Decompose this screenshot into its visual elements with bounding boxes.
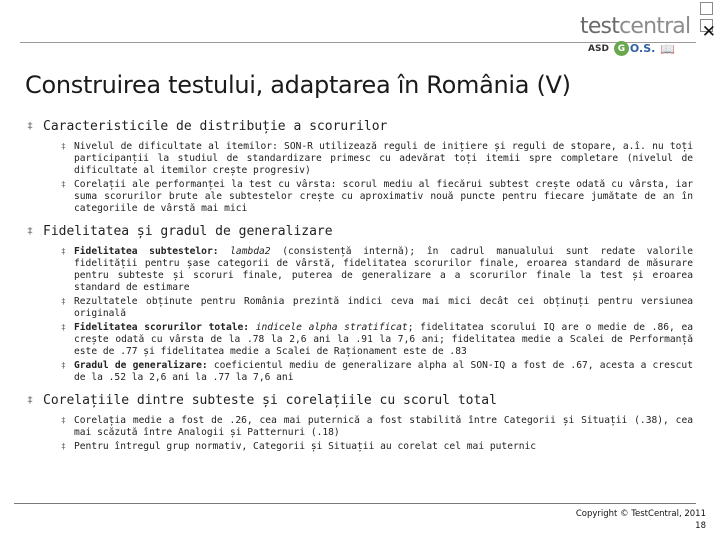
list-item — [61, 296, 693, 320]
bullet-icon: ‡ — [27, 226, 34, 237]
section — [27, 118, 695, 215]
copyright-text: Copyright © TestCentral, 2011 — [575, 509, 706, 519]
footer — [576, 508, 706, 532]
item-bold-label: Fidelitatea scorurilor totale: — [74, 322, 250, 333]
bullet-icon: ‡ — [61, 297, 66, 306]
slide-content — [27, 118, 695, 461]
bullet-icon: ‡ — [61, 323, 66, 332]
testcentral-logo — [580, 14, 696, 66]
bullet-icon: ‡ — [61, 442, 66, 451]
section — [27, 392, 695, 453]
square-icon — [700, 2, 713, 15]
item-text: coeficientul mediu de generalizare alpha al SON-IQ a fost de .67, acesta a crescut de la .52 la 2,6 ani la .77 la 7,6 ani — [74, 360, 693, 383]
section — [27, 223, 695, 384]
bullet-icon: ‡ — [61, 142, 66, 151]
section-heading: ‡ Fidelitatea și gradul de generalizare — [27, 224, 333, 239]
item-bold-label: Fidelitatea subtestelor: — [74, 246, 219, 257]
list-item — [61, 415, 693, 439]
section-heading: ‡ Caracteristicile de distribuție a scorurilor — [27, 119, 388, 134]
bullet-list — [61, 415, 693, 453]
list-item — [61, 360, 693, 384]
item-italic-term: indicele alpha stratificat — [255, 322, 408, 333]
asd-logo: ASD — [588, 43, 609, 54]
item-text: Corelația medie a fost de .26, cea mai puternică a fost stabilită între Categorii și Situații (.38), cea mai scăzută între Analogii și Patternuri (.18) — [74, 415, 693, 438]
item-italic-term: lambda2 — [230, 246, 271, 257]
os-logo: G O.S. — [614, 41, 655, 56]
list-item — [61, 179, 693, 215]
item-text: ; fidelitatea scorului IQ are o medie de .86, ea crește odată cu vârsta de la .78 la 2,6 ani la .91 la 7,6 ani; fidelitatea medie a Scalei de Performanță este de .77 și fidelitatea medie a Scalei de Raționament este de .83 — [74, 322, 693, 357]
bullet-list — [61, 246, 693, 384]
item-text: Pentru întregul grup normativ, Categorii și Situații au corelat cel mai puternic — [74, 441, 537, 452]
section-heading: ‡ Corelațiile dintre subteste și corelațiile cu scorul total — [27, 393, 497, 408]
page-number: 18 — [695, 521, 706, 531]
item-text: Corelații ale performanței la test cu vârsta: scorul mediu al fiecărui subtest crește odată cu vârsta, iar suma scorurilor brute ale subtestelor crește cu aproximativ nouă puncte pentru fiecare jumătate de an în categoriile de vârstă mai mici — [74, 179, 693, 214]
item-text: Nivelul de dificultate al itemilor: SON-R utilizează reguli de inițiere și reguli de stopare, a.î. nu toți participanții la studiul de standardizare primesc cu adevărat toți itemii spre completare (nivelul de dificultate al itemilor crește progresiv) — [74, 141, 693, 176]
bullet-icon: ‡ — [61, 247, 66, 256]
os-mark-icon: G — [614, 41, 629, 56]
footer-rule — [14, 503, 696, 504]
bullet-icon: ‡ — [61, 180, 66, 189]
partner-logos — [588, 41, 696, 56]
logo-wordmark: testcentral — [580, 14, 691, 39]
bullet-icon: ‡ — [61, 416, 66, 425]
item-text: (consistență internă); în cadrul manualului sunt redate valorile fidelității pentru șase categorii de vârstă, fidelitatea scorurilor finale, eroarea standard de măsurare pentru subteste și scoruri finale, puterea de generalizare a a scorurilor finale la test și eroarea standard de estimare — [74, 246, 694, 293]
bullet-icon: ‡ — [61, 361, 66, 370]
book-icon: 📖 — [660, 41, 676, 56]
list-item — [61, 141, 693, 177]
bullet-icon: ‡ — [27, 395, 34, 406]
bullet-list — [61, 141, 693, 215]
close-icon[interactable]: ✕ — [701, 22, 716, 42]
list-item — [61, 322, 693, 358]
slide-title: Construirea testului, adaptarea în România (V) — [25, 71, 571, 99]
list-item — [61, 441, 693, 453]
list-item — [61, 246, 693, 294]
bullet-icon: ‡ — [27, 121, 34, 132]
item-bold-label: Gradul de generalizare: — [74, 360, 208, 371]
item-text: Rezultatele obținute pentru România prezintă indici ceva mai mici decât cei obținuți pentru versiunea originală — [74, 296, 693, 319]
